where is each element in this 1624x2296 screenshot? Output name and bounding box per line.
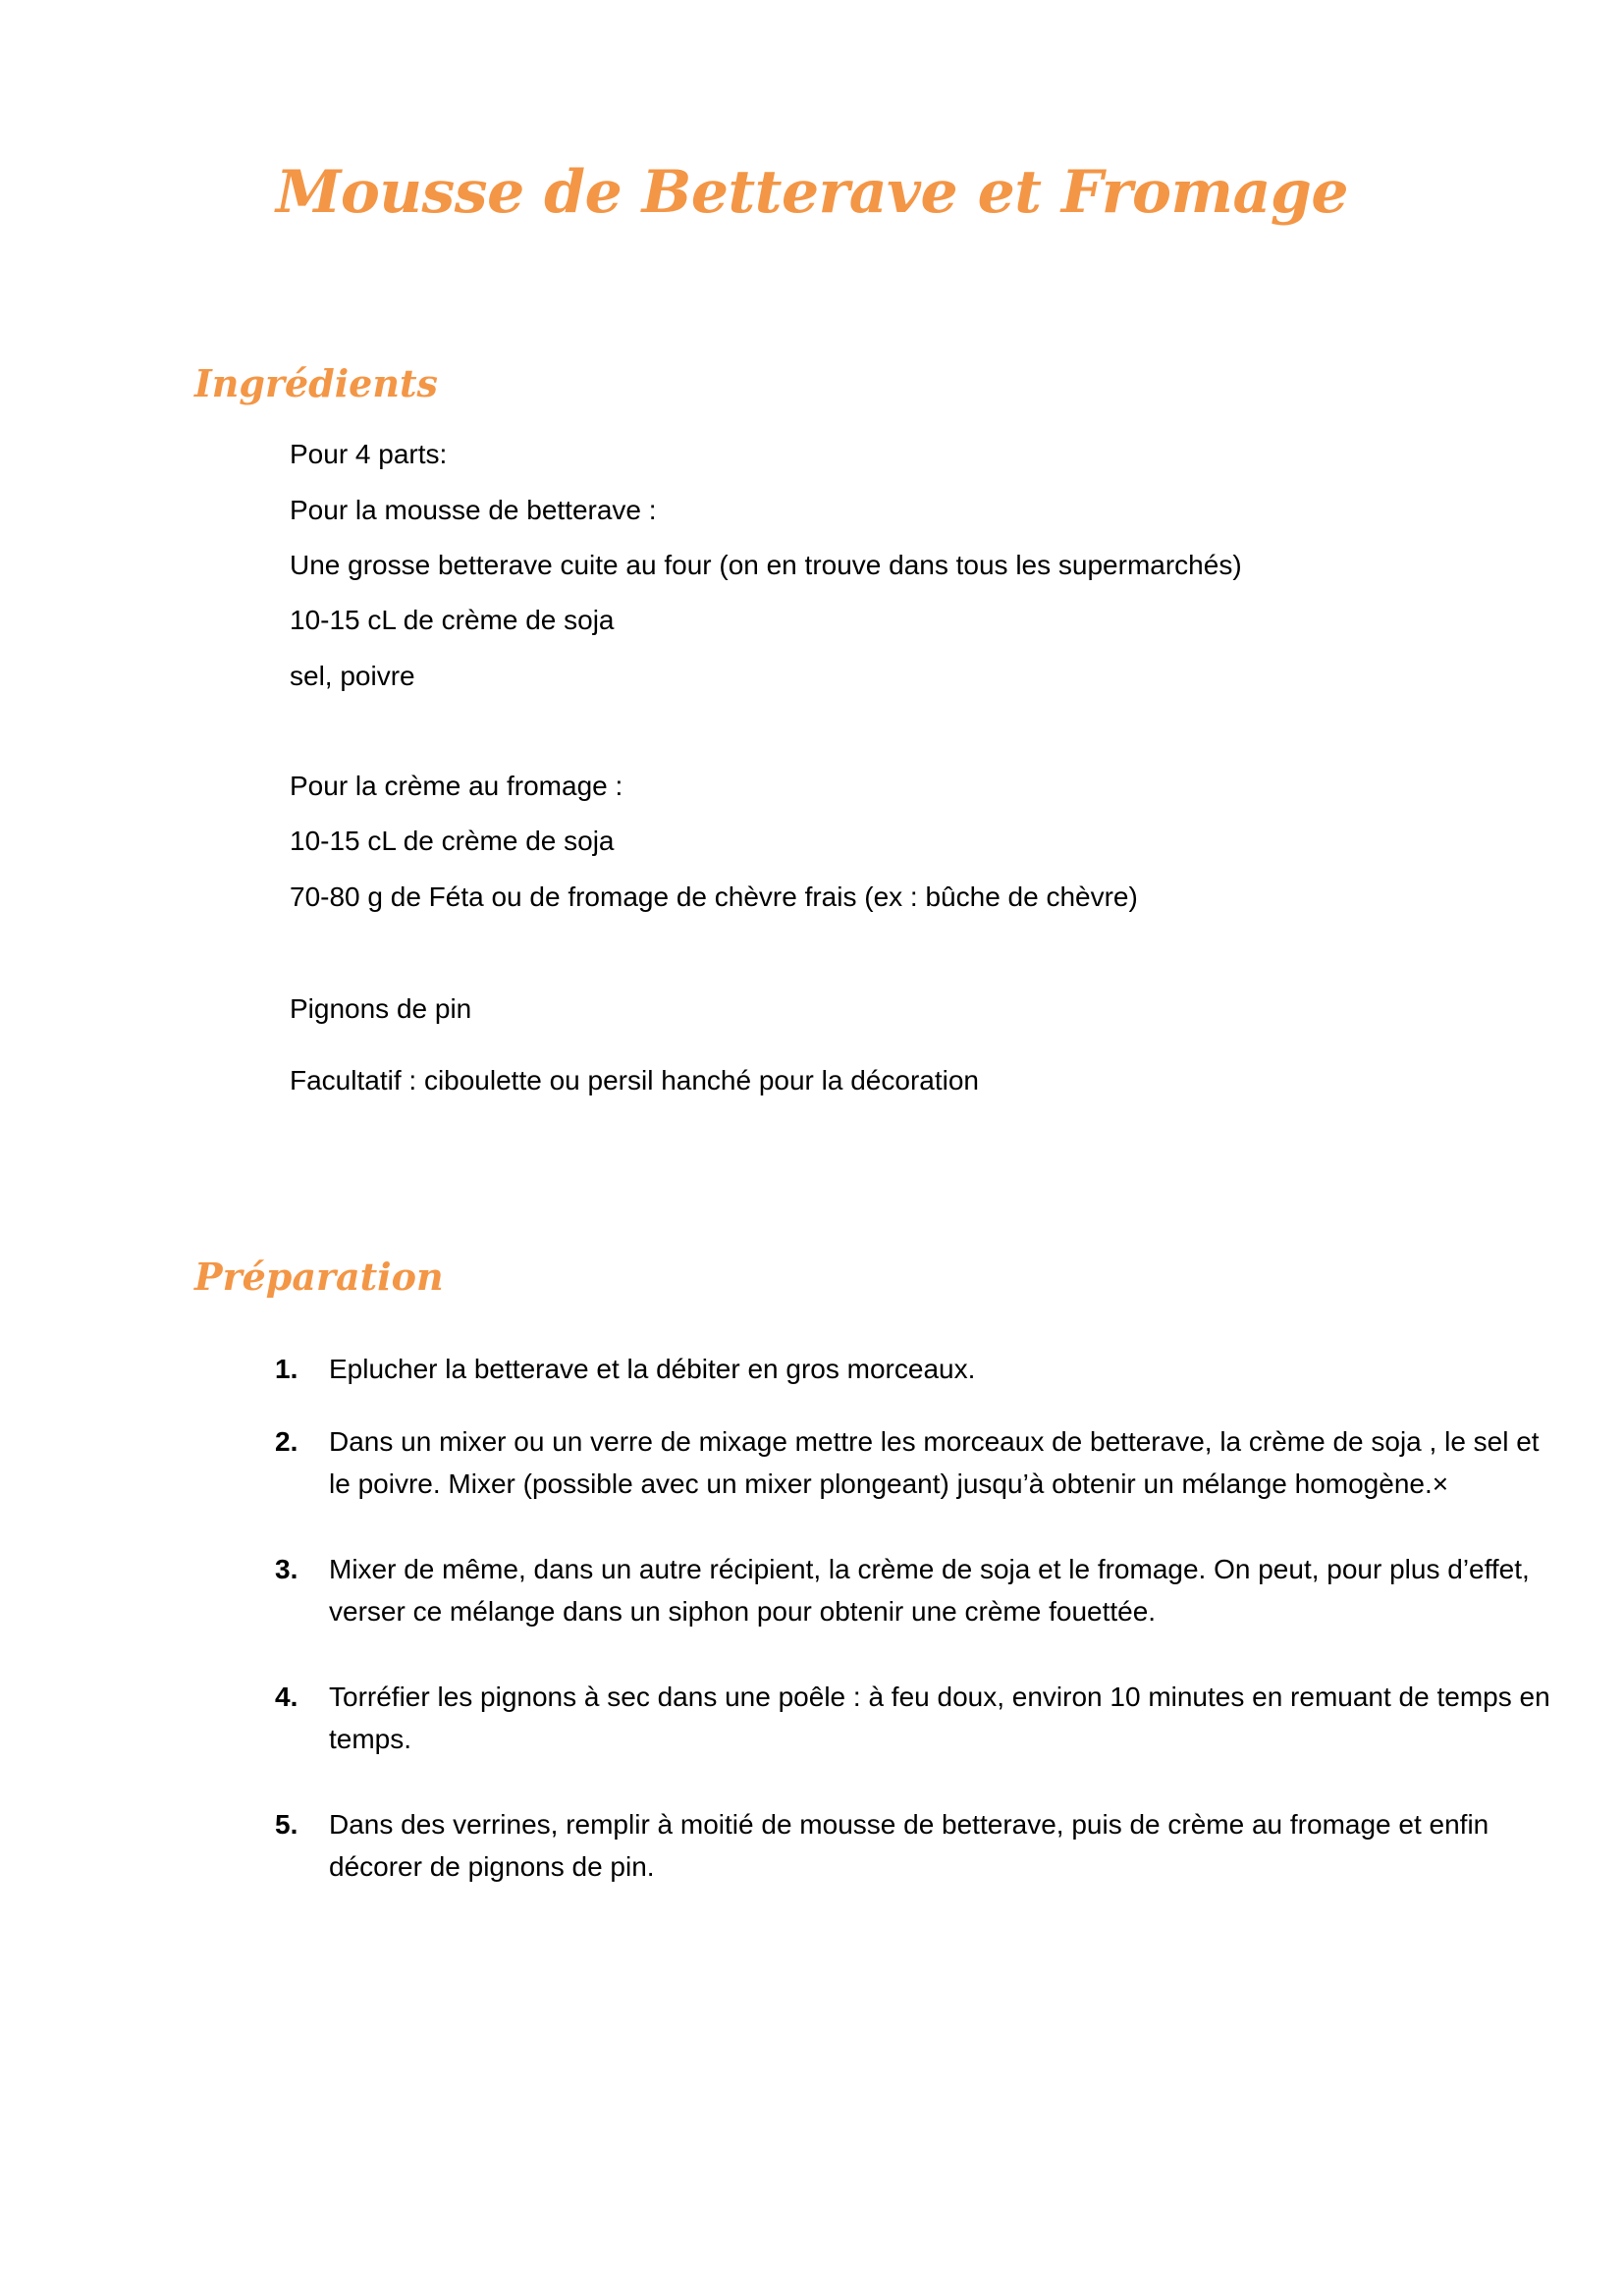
ingredient-line: 10-15 cL de crème de soja — [290, 605, 615, 635]
step-number: 3. — [275, 1554, 298, 1584]
ingredient-line: 10-15 cL de crème de soja — [290, 826, 615, 856]
ingredient-line: Une grosse betterave cuite au four (on en trouve dans tous les supermarchés) — [290, 550, 1242, 580]
step-text: Torréfier les pignons à sec dans une poêle : à feu doux, environ 10 minutes en remuant de temps en temps. — [329, 1682, 1550, 1754]
step-text: Mixer de même, dans un autre récipient, la crème de soja et le fromage. On peut, pour plus d’effet, verser ce mélange dans un siphon pour obtenir une crème fouettée. — [329, 1554, 1530, 1627]
ingredient-line: Pignons de pin — [290, 993, 472, 1024]
step-number: 2. — [275, 1426, 298, 1457]
step-number: 1. — [275, 1354, 298, 1384]
ingredient-line: Pour la mousse de betterave : — [290, 495, 657, 525]
ingredient-line: 70-80 g de Féta ou de fromage de chèvre frais (ex : bûche de chèvre) — [290, 881, 1138, 912]
step-text: Dans des verrines, remplir à moitié de mousse de betterave, puis de crème au fromage et enfin décorer de pignons de pin. — [329, 1809, 1489, 1882]
ingredient-line: sel, poivre — [290, 661, 415, 691]
preparation-heading: Préparation — [194, 1255, 444, 1299]
recipe-title: Mousse de Betterave et Fromage — [275, 158, 1349, 227]
ingredient-line: Pour 4 parts: — [290, 439, 448, 469]
ingredients-heading: Ingrédients — [194, 361, 438, 405]
step-number: 4. — [275, 1682, 298, 1712]
ingredient-line: Facultatif : ciboulette ou persil hanché pour la décoration — [290, 1065, 979, 1095]
step-text: Eplucher la betterave et la débiter en gros morceaux. — [329, 1354, 976, 1384]
ingredient-line: Pour la crème au fromage : — [290, 771, 623, 801]
step-text: Dans un mixer ou un verre de mixage mettre les morceaux de betterave, la crème de soja , le sel et le poivre. Mixer (possible avec un mixer plongeant) jusqu’à obtenir un mélange homogène.× — [329, 1426, 1540, 1499]
step-number: 5. — [275, 1809, 298, 1840]
